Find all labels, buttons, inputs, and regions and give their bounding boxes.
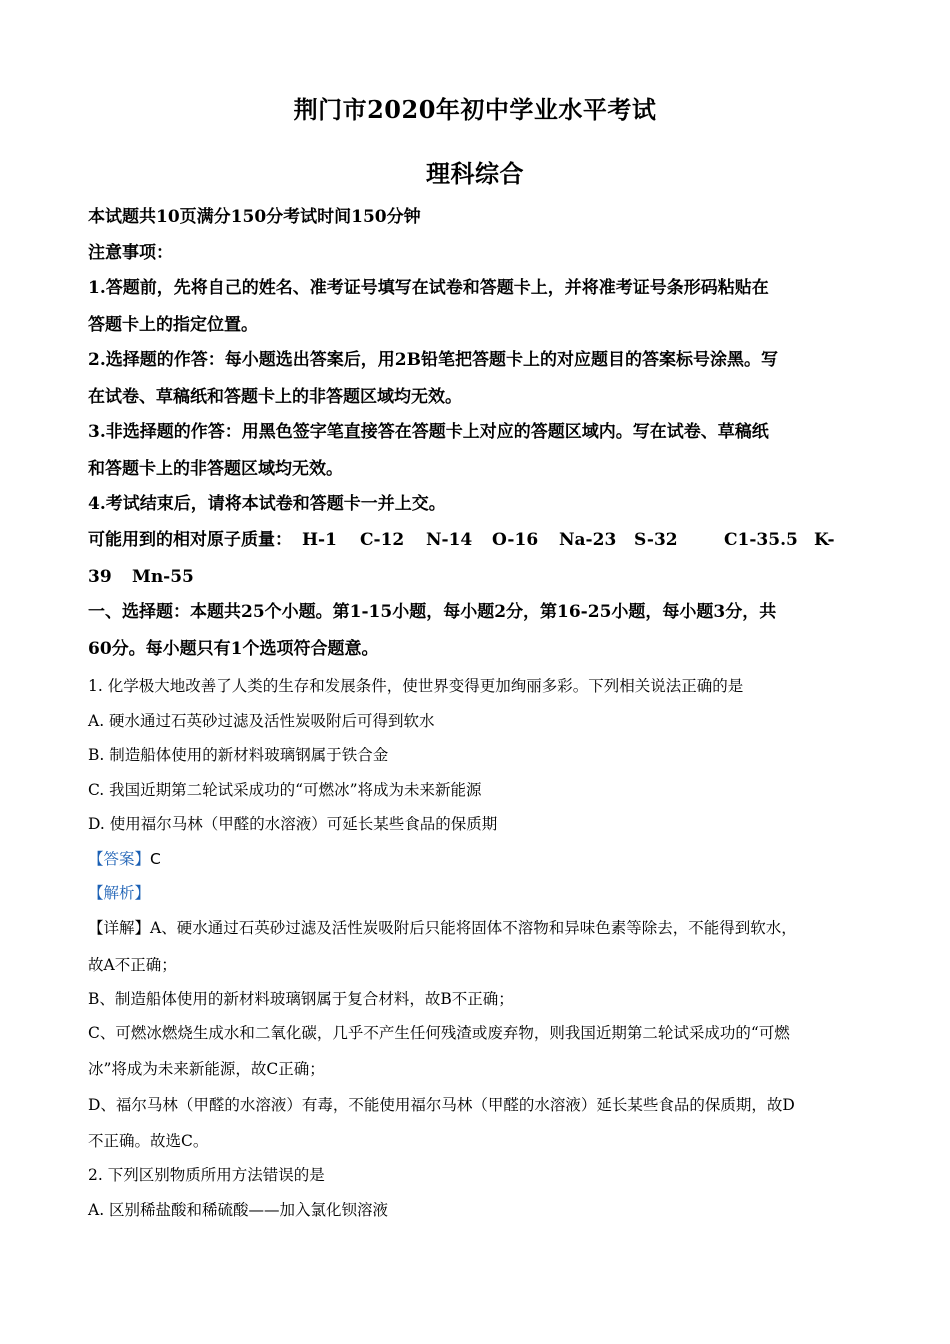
detail-tag: 【详解】	[88, 919, 151, 937]
notice-item-2-cont: 在试卷、草稿纸和答题卡上的非答题区域均无效。	[88, 387, 462, 407]
notice-item-3-cont: 和答题卡上的非答题区域均无效。	[88, 459, 343, 479]
notice-item-1: 1.答题前，先将自己的姓名、准考证号填写在试卷和答题卡上，并将准考证号条形码粘贴在	[88, 278, 769, 298]
question-1-option-a: A. 硬水通过石英砂过滤及活性炭吸附后可得到软水	[88, 712, 435, 730]
mass-item: N-14	[426, 530, 473, 550]
mass-item: C-12	[360, 530, 405, 550]
detail-c-cont: 冰”将成为未来新能源，故C正确；	[88, 1060, 325, 1078]
section-heading: 一、选择题：本题共25个小题。第1-15小题，每小题2分，第16-25小题，每小题3分，共	[88, 602, 777, 622]
mass-item: 39	[88, 567, 112, 587]
notice-item-2: 2.选择题的作答：每小题选出答案后，用2B铅笔把答题卡上的对应题目的答案标号涂黑。写	[88, 350, 778, 370]
atomic-masses	[88, 529, 863, 551]
answer-value: C	[150, 850, 161, 868]
question-1-option-c: C. 我国近期第二轮试采成功的“可燃冰”将成为未来新能源	[88, 781, 482, 799]
question-1-option-d: D. 使用福尔马林（甲醛的水溶液）可延长某些食品的保质期	[88, 815, 498, 833]
exam-subtitle: 理科综合	[426, 159, 524, 188]
section-heading-cont: 60分。每小题只有1个选项符合题意。	[88, 639, 379, 659]
detail-b: B、制造船体使用的新材料玻璃钢属于复合材料，故B不正确；	[88, 990, 514, 1008]
detail-a	[88, 917, 863, 939]
question-1-stem: 1. 化学极大地改善了人类的生存和发展条件，使世界变得更加绚丽多彩。下列相关说法正确的是	[88, 677, 744, 695]
detail-a-cont: 故A不正确；	[88, 956, 177, 974]
analysis-tag: 【解析】	[88, 884, 151, 902]
notice-item-3: 3.非选择题的作答：用黑色签字笔直接答在答题卡上对应的答题区域内。写在试卷、草稿纸	[88, 422, 769, 442]
question-1-option-b: B. 制造船体使用的新材料玻璃钢属于铁合金	[88, 746, 389, 764]
detail-d: D、福尔马林（甲醛的水溶液）有毒，不能使用福尔马林（甲醛的水溶液）延长某些食品的保质期，故D	[88, 1096, 795, 1114]
mass-item: H-1	[302, 530, 337, 550]
mass-item: O-16	[492, 530, 539, 550]
mass-item: C1-35.5	[724, 530, 798, 550]
answer-tag: 【答案】	[88, 850, 151, 868]
mass-item: S-32	[634, 530, 678, 550]
notice-item-1-cont: 答题卡上的指定位置。	[88, 315, 258, 335]
detail-a-text: A、硬水通过石英砂过滤及活性炭吸附后只能将固体不溶物和异味色素等除去，不能得到软水，	[150, 919, 797, 937]
question-2-option-a: A. 区别稀盐酸和稀硫酸——加入氯化钡溶液	[88, 1201, 389, 1219]
atomic-masses-label: 可能用到的相对原子质量：	[88, 530, 292, 550]
question-2-stem: 2. 下列区别物质所用方法错误的是	[88, 1166, 325, 1184]
atomic-masses-cont	[88, 566, 863, 588]
exam-info: 本试题共10页满分150分考试时间150分钟	[88, 207, 421, 227]
detail-c: C、可燃冰燃烧生成水和二氧化碳，几乎不产生任何残渣或废弃物，则我国近期第二轮试采成功的“可燃	[88, 1024, 790, 1042]
mass-item: Na-23	[559, 530, 617, 550]
exam-title: 荆门市2020年初中学业水平考试	[293, 95, 657, 124]
answer-line	[88, 848, 863, 870]
mass-item: Mn-55	[132, 567, 194, 587]
notice-heading: 注意事项：	[88, 243, 173, 263]
mass-item: K-	[814, 530, 835, 550]
notice-item-4: 4.考试结束后，请将本试卷和答题卡一并上交。	[88, 494, 446, 514]
detail-d-cont: 不正确。故选C。	[88, 1132, 209, 1150]
